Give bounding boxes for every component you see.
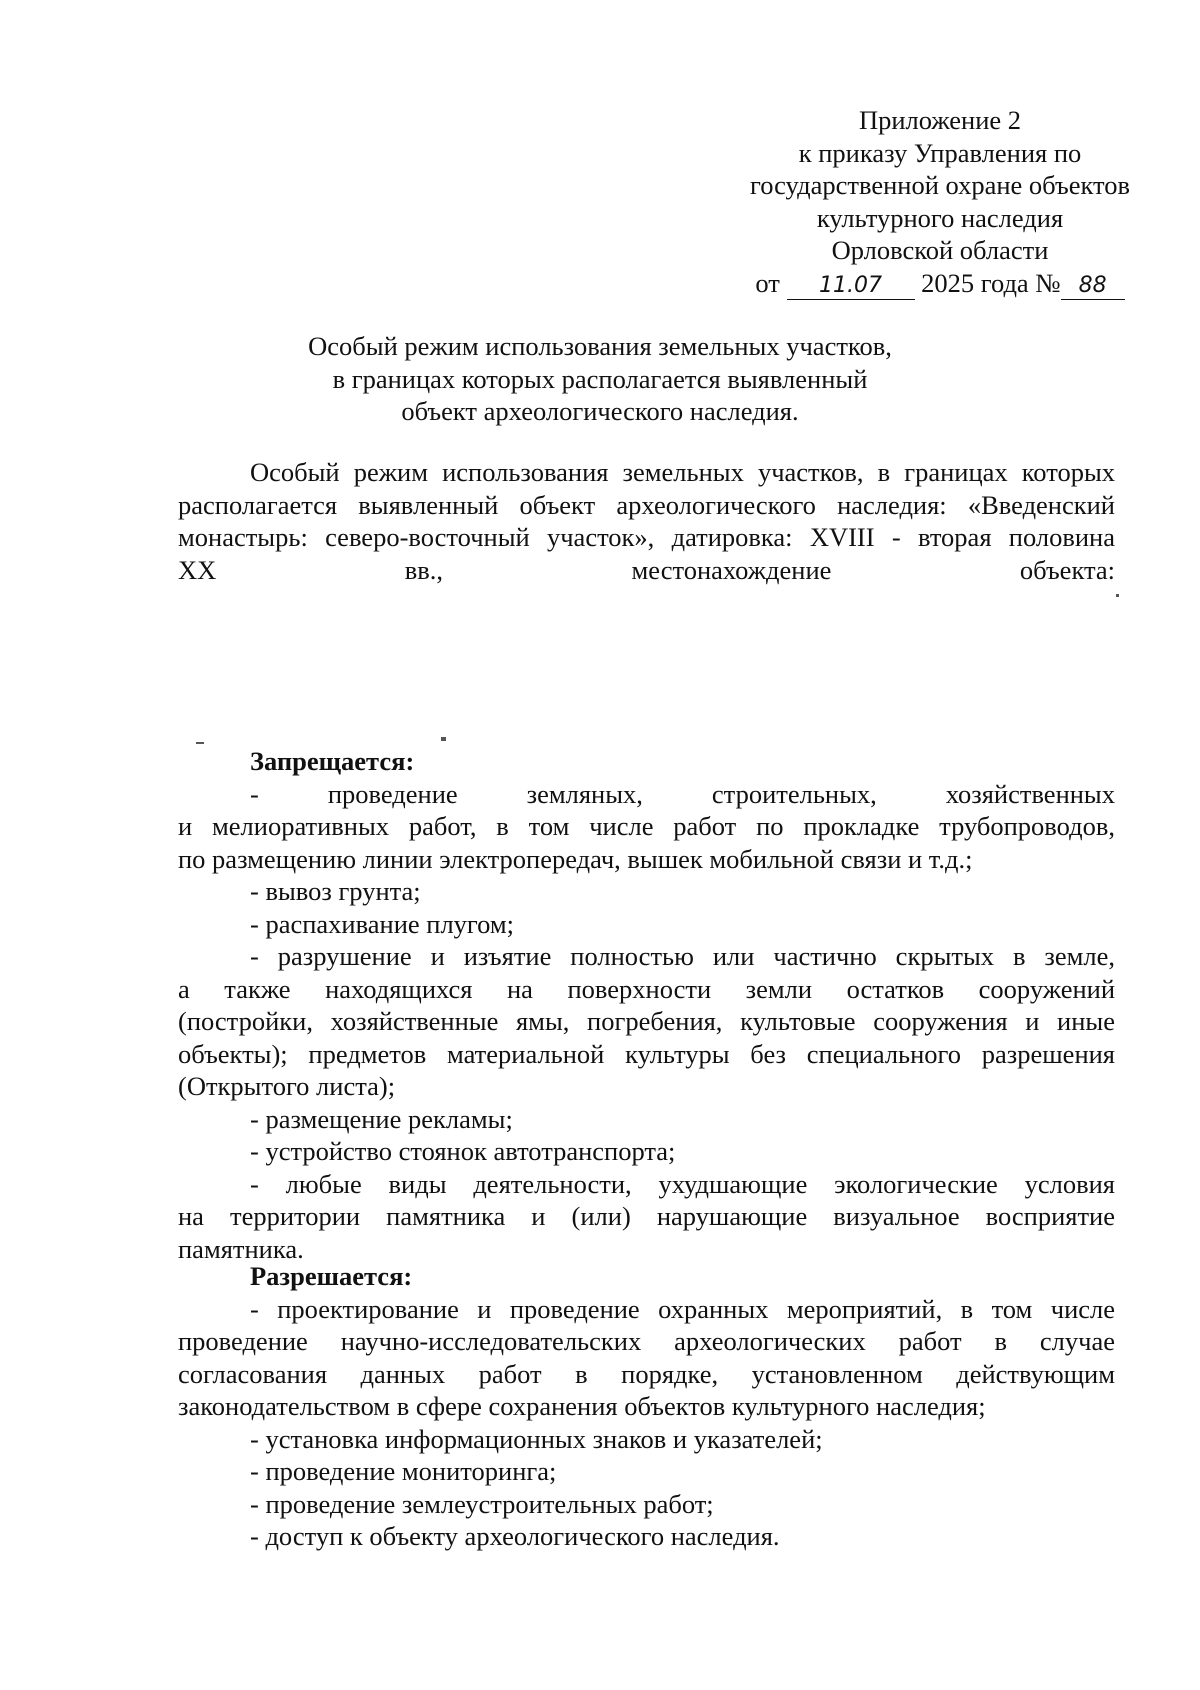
list-item-line: законодательством в сфере сохранения объектов культурного наследия; — [178, 1391, 986, 1421]
intro-line: монастырь: северо-восточный участок», датировка: XVIII - вторая половина — [178, 522, 1115, 552]
list-item-line: а также находящихся на поверхности земли остатков сооружений — [178, 973, 1115, 1004]
forbidden-section — [178, 745, 1115, 1265]
list-item-line: по размещению линии электропередач, вышек мобильной связи и т.д.; — [178, 843, 973, 874]
order-reference — [735, 267, 1145, 300]
list-item-line: - проектирование и проведение охранных мероприятий, в том числе — [250, 1293, 1115, 1324]
allowed-heading: Разрешается: — [250, 1261, 413, 1291]
scan-speck — [196, 742, 204, 744]
list-item — [178, 1168, 1115, 1266]
title-line: в границах которых располагается выявленный — [332, 363, 868, 394]
list-item — [178, 1293, 1115, 1423]
intro-line: XX вв., местонахождение объекта: — [178, 554, 1115, 585]
order-prefix: от — [755, 267, 780, 298]
appendix-line: культурного наследия — [816, 202, 1064, 233]
list-item: - доступ к объекту археологического наследия. — [250, 1521, 780, 1551]
list-item-line: согласования данных работ в порядке, установленном действующим — [178, 1358, 1115, 1389]
appendix-header — [735, 104, 1145, 300]
appendix-line: Орловской области — [831, 235, 1049, 265]
title-line: Особый режим использования земельных участков, — [308, 331, 892, 361]
list-item: - вывоз грунта; — [250, 876, 421, 906]
appendix-line: Приложение 2 — [858, 105, 1022, 135]
title-line: объект археологического наследия. — [401, 396, 799, 426]
list-item-line: - проведение земляных, строительных, хозяйственных — [250, 778, 1115, 809]
order-year: 2025 года № — [921, 267, 1061, 298]
intro-line: Особый режим использования земельных участков, в границах которых — [250, 457, 1115, 487]
list-item — [178, 940, 1115, 1103]
list-item: - проведение мониторинга; — [250, 1456, 557, 1486]
list-item-line: (постройки, хозяйственные ямы, погребения, культовые сооружения и иные — [178, 1006, 1115, 1036]
list-item: - распахивание плугом; — [250, 908, 515, 939]
allowed-section — [178, 1260, 1115, 1553]
list-item-line: на территории памятника и (или) нарушающие визуальное восприятие — [178, 1201, 1115, 1231]
appendix-line: государственной охране объектов — [750, 170, 1130, 200]
list-item-line: объекты); предметов материальной культуры без специального разрешения — [178, 1038, 1115, 1069]
list-item-line: - любые виды деятельности, ухудшающие экологические условия — [250, 1168, 1115, 1199]
list-item-line: и мелиоративных работ, в том числе работ по прокладке трубопроводов, — [178, 811, 1115, 841]
list-item — [178, 778, 1115, 876]
appendix-line: к приказу Управления по — [798, 137, 1082, 168]
intro-paragraph — [178, 456, 1115, 586]
list-item: - устройство стоянок автотранспорта; — [250, 1136, 676, 1166]
list-item-line: (Открытого листа); — [178, 1071, 396, 1101]
order-number-handwritten: 88 — [1061, 273, 1125, 300]
list-item-line: памятника. — [178, 1233, 304, 1264]
intro-line: располагается выявленный объект археологического наследия: «Введенский — [178, 489, 1115, 520]
list-item: - установка информационных знаков и указателей; — [250, 1423, 823, 1454]
document-title — [300, 330, 900, 428]
scan-speck — [441, 737, 446, 741]
list-item-line: проведение научно-исследовательских археологических работ в случае — [178, 1326, 1115, 1356]
list-item: - проведение землеустроительных работ; — [250, 1488, 714, 1519]
list-item-line: - разрушение и изъятие полностью или частично скрытых в земле, — [250, 941, 1115, 971]
scan-speck — [1116, 594, 1119, 597]
order-date-handwritten: 11.07 — [787, 273, 915, 300]
list-item: - размещение рекламы; — [250, 1103, 513, 1134]
forbidden-heading: Запрещается: — [250, 746, 415, 776]
